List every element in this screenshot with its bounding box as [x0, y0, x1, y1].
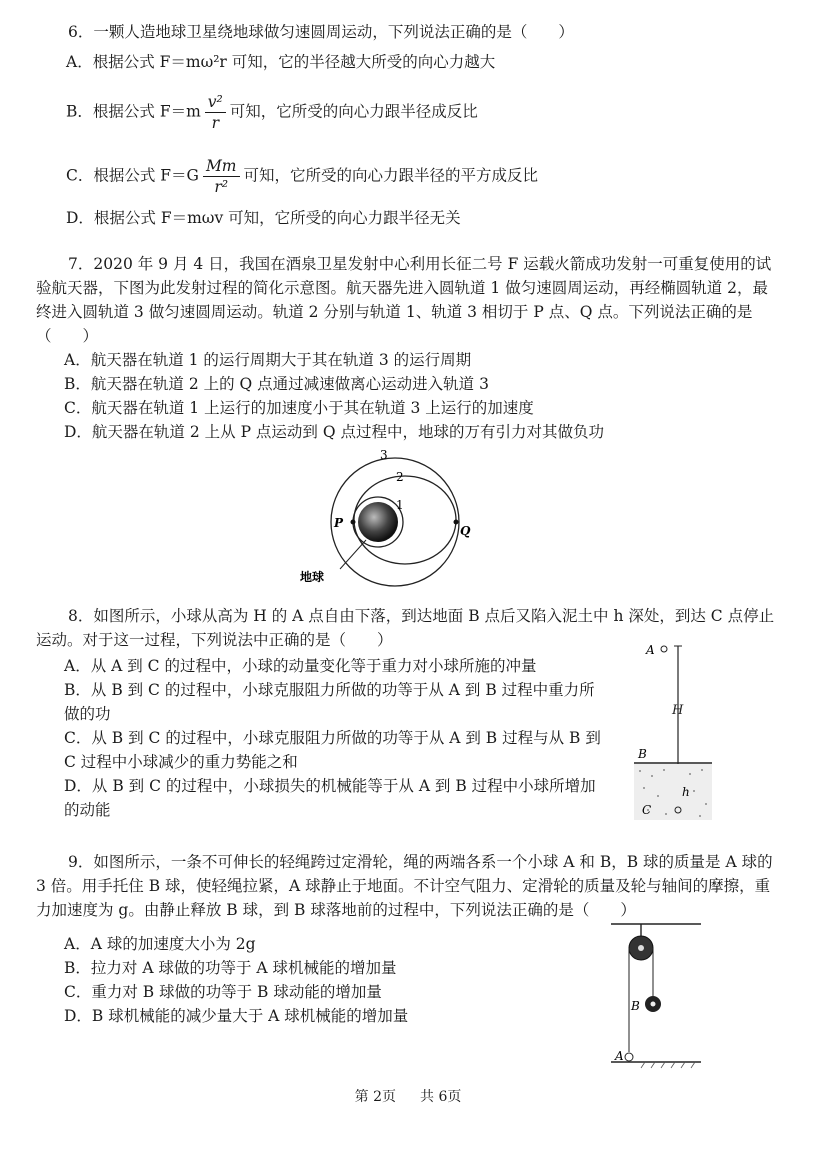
orbit-label-1: 1 — [396, 498, 404, 512]
q6-option-b-fraction — [205, 92, 226, 133]
earth-pointer-line — [340, 540, 366, 569]
label-earth: 地球 — [300, 570, 325, 584]
label-h-upper: H — [672, 703, 684, 718]
falling-ball-diagram — [630, 636, 720, 826]
question-9-options — [36, 932, 596, 1028]
ball-b-highlight — [651, 1002, 656, 1007]
q6-option-c-suffix: 可知，它所受的向心力跟半径的平方成反比 — [243, 166, 539, 185]
page-total: 共 6页 — [420, 1089, 462, 1105]
question-7-stem: 7．2020 年 9 月 4 日，我国在酒泉卫星发射中心利用长征二号 F 运载火箭成功发射一可重复使用的试验航天器，下图为此发射过程的简化示意图。航天器先进入圆轨道 1 做匀速圆周运动，再经椭圆轨道 2，最终进入圆轨道 3 做匀速圆周运动。轨道 2 分别与轨道 1、轨道 3 相切于 P 点、Q 点。下列说法正确的是（ ） — [36, 255, 772, 345]
floor-hatch — [641, 1062, 695, 1068]
fraction-numerator: Mm — [203, 156, 240, 177]
q9-option-c: C．重力对 B 球做的功等于 B 球动能的增加量 — [64, 983, 382, 1001]
orbit-label-3: 3 — [380, 448, 388, 462]
question-9 — [36, 850, 780, 922]
question-6-stem: 6．一颗人造地球卫星绕地球做匀速圆周运动，下列说法正确的是（ ） — [68, 23, 574, 41]
label-a-ball: A — [615, 1049, 624, 1063]
question-8-stem: 8．如图所示，小球从高为 H 的 A 点自由下落，到达地面 B 点后又陷入泥土中 h 深处，到达 C 点停止运动。对于这一过程，下列说法中正确的是（ ） — [36, 607, 775, 649]
q6-option-c-prefix: C．根据公式 F＝G — [66, 166, 199, 185]
label-h-lower: h — [682, 785, 690, 799]
ball-a — [661, 646, 667, 652]
q8-option-d: D．从 B 到 C 的过程中，小球损失的机械能等于从 A 到 B 过程中小球所增加的动能 — [64, 777, 596, 819]
ball-a-pulley — [625, 1053, 633, 1061]
orbit-label-2: 2 — [396, 470, 404, 484]
q7-option-d: D．航天器在轨道 2 上从 P 点运动到 Q 点过程中，地球的万有引力对其做负功 — [64, 423, 604, 441]
q6-option-c — [66, 156, 538, 197]
point-p — [351, 520, 356, 525]
q9-option-b: B．拉力对 A 球做的功等于 A 球机械能的增加量 — [64, 959, 397, 977]
page-number: 第 2页 — [354, 1089, 396, 1105]
label-q: Q — [460, 524, 471, 538]
q9-option-a: A．A 球的加速度大小为 2g — [64, 935, 256, 953]
question-8-options — [36, 654, 606, 822]
q6-option-b-suffix: 可知，它所受的向心力跟半径成反比 — [229, 102, 478, 121]
label-b: B — [638, 747, 647, 761]
q7-option-b: B．航天器在轨道 2 上的 Q 点通过减速做离心运动进入轨道 3 — [64, 375, 489, 393]
q7-option-a: A．航天器在轨道 1 的运行周期大于其在轨道 3 的运行周期 — [64, 351, 472, 369]
q6-option-a: A．根据公式 F＝mω²r 可知，它的半径越大所受的向心力越大 — [66, 53, 496, 71]
label-a: A — [646, 643, 655, 657]
point-q — [454, 520, 459, 525]
question-7 — [36, 252, 780, 444]
q8-option-c: C．从 B 到 C 的过程中，小球克服阻力所做的功等于从 A 到 B 过程与从 B 到 C 过程中小球减少的重力势能之和 — [64, 729, 601, 771]
q8-option-a: A．从 A 到 C 的过程中，小球的动量变化等于重力对小球所施的冲量 — [64, 657, 537, 675]
label-p: P — [334, 516, 344, 530]
orbit-diagram — [300, 445, 490, 595]
pulley-axle — [638, 945, 644, 951]
fraction-numerator: v² — [205, 92, 226, 113]
question-9-stem: 9．如图所示，一条不可伸长的轻绳跨过定滑轮，绳的两端各系一个小球 A 和 B，B 球的质量是 A 球的 3 倍。用手托住 B 球，使轻绳拉紧，A 球静止于地面。不计空气阻力、定滑轮的质量及轮与轴间的摩擦，重力加速度为 g。由静止释放 B 球，到 B 球落地前的过程中，下列说法正确的是（ ） — [36, 853, 773, 919]
q7-option-c: C．航天器在轨道 1 上运行的加速度小于其在轨道 3 上运行的加速度 — [64, 399, 534, 417]
earth-shape — [358, 502, 398, 542]
fraction-denominator: r — [211, 114, 219, 132]
q9-option-d: D．B 球机械能的减少量大于 A 球机械能的增加量 — [64, 1007, 409, 1025]
q6-option-c-fraction — [203, 156, 240, 197]
q6-option-b — [66, 92, 478, 133]
page-footer — [0, 1086, 816, 1106]
q6-option-d: D．根据公式 F＝mωv 可知，它所受的向心力跟半径无关 — [66, 209, 461, 227]
fraction-denominator: r² — [214, 178, 229, 196]
label-c: C — [642, 803, 652, 817]
label-b-ball: B — [631, 999, 640, 1013]
question-6 — [36, 20, 780, 44]
pulley-diagram — [605, 918, 705, 1073]
q6-option-b-prefix: B．根据公式 F＝m — [66, 102, 201, 121]
q8-option-b: B．从 B 到 C 的过程中，小球克服阻力所做的功等于从 A 到 B 过程中重力所做的功 — [64, 681, 595, 723]
